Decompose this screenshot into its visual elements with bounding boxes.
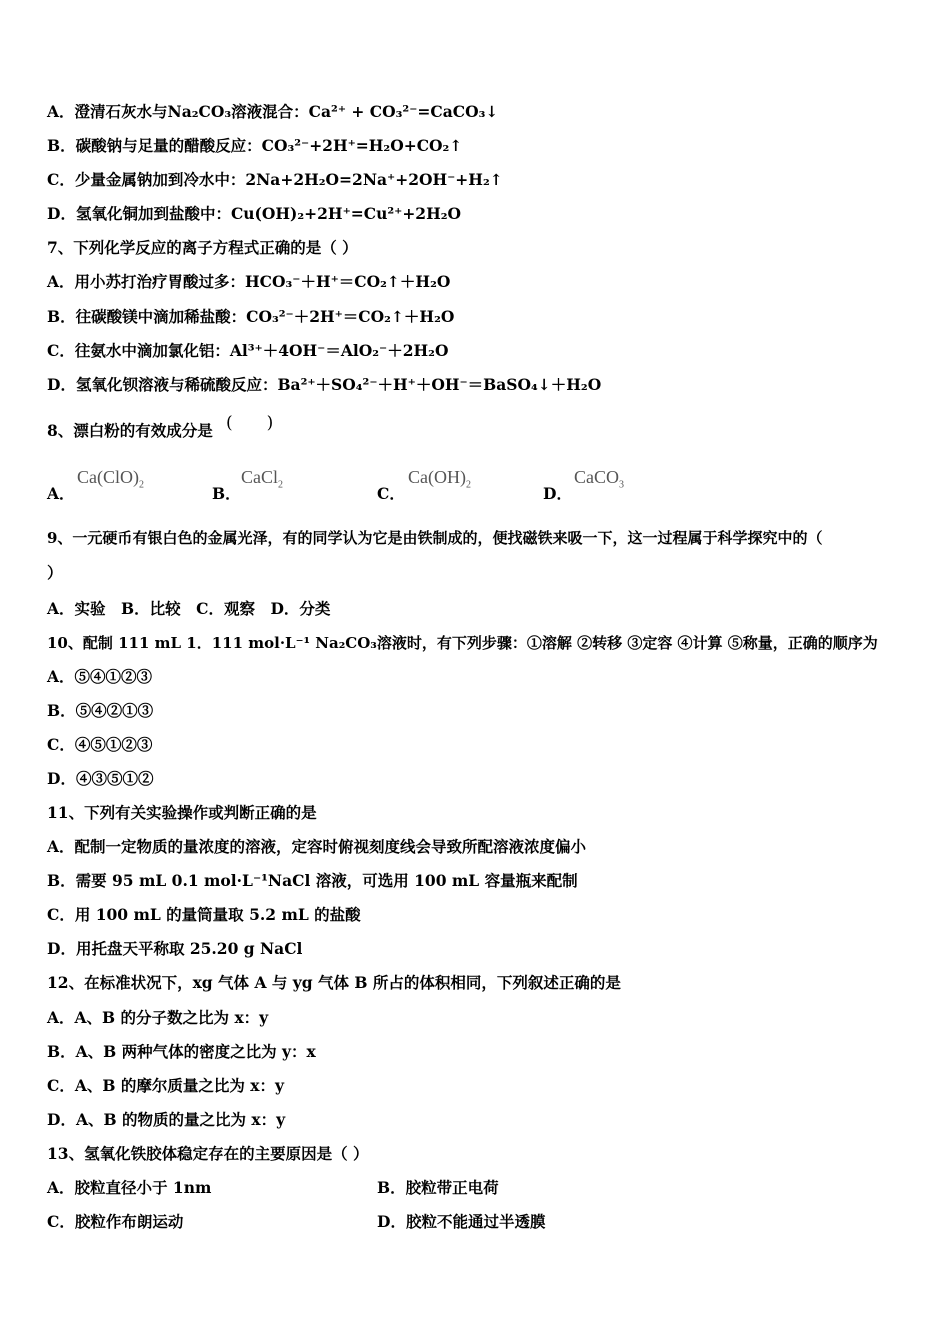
q13-option-d: D．胶粒不能通过半透膜	[377, 1212, 546, 1231]
q8-option-a-label: A．	[47, 484, 75, 503]
q9-stem-line2: ）	[47, 563, 63, 582]
q11-option-b: B．需要 95 mL 0.1 mol·L⁻¹NaCl 溶液，可选用 100 mL 容量瓶来配制	[47, 871, 578, 890]
q11-option-a: A．配制一定物质的量浓度的溶液，定容时俯视刻度线会导致所配溶液浓度偏小	[47, 837, 587, 856]
q10-option-b: B．⑤④②①③	[47, 701, 154, 720]
q8-stem: 8、漂白粉的有效成分是	[47, 421, 213, 440]
q10-option-d: D．④③⑤①②	[47, 769, 154, 788]
q6-option-c: C．少量金属钠加到冷水中：2Na+2H₂O=2Na⁺+2OH⁻+H₂↑	[47, 170, 503, 189]
q9-stem-line1: 9、一元硬币有银白色的金属光泽，有的同学认为它是由铁制成的，便找磁铁来吸一下，这一过程属于科学探究中的（	[47, 529, 823, 547]
q11-stem: 11、下列有关实验操作或判断正确的是	[47, 803, 317, 822]
q6-option-d: D．氢氧化铜加到盐酸中：Cu(OH)₂+2H⁺=Cu²⁺+2H₂O	[47, 204, 462, 223]
q13-option-a: A．胶粒直径小于 1nm	[47, 1178, 212, 1197]
q13-option-b: B．胶粒带正电荷	[377, 1178, 499, 1197]
q12-option-a: A．A、B 的分子数之比为 x：y	[47, 1008, 269, 1027]
q7-option-c: C．往氨水中滴加氯化铝：Al³⁺＋4OH⁻＝AlO₂⁻＋2H₂O	[47, 341, 449, 360]
q8-option-b-formula: CaCl$_2$	[241, 467, 284, 491]
q11-option-c: C．用 100 mL 的量筒量取 5.2 mL 的盐酸	[47, 905, 361, 924]
q8-option-b-label: B．	[212, 484, 241, 503]
q8-option-c-label: C．	[377, 484, 405, 503]
q11-option-d: D．用托盘天平称取 25.20 g NaCl	[47, 939, 303, 958]
q13-option-c: C．胶粒作布朗运动	[47, 1212, 184, 1231]
q12-option-c: C．A、B 的摩尔质量之比为 x：y	[47, 1076, 285, 1095]
q9-options: A．实验 B．比较 C．观察 D．分类	[47, 599, 331, 618]
q7-stem: 7、下列化学反应的离子方程式正确的是（ ）	[47, 238, 358, 257]
q8-answer-paren: ( )	[226, 413, 274, 433]
q6-option-a: A．澄清石灰水与Na₂CO₃溶液混合：Ca²⁺ + CO₃²⁻=CaCO₃↓	[47, 102, 499, 121]
q12-stem: 12、在标准状况下，xg 气体 A 与 yg 气体 B 所占的体积相同，下列叙述正确的是	[47, 973, 621, 992]
q7-option-b: B．往碳酸镁中滴加稀盐酸：CO₃²⁻＋2H⁺＝CO₂↑＋H₂O	[47, 307, 455, 326]
q7-option-a: A．用小苏打治疗胃酸过多：HCO₃⁻＋H⁺＝CO₂↑＋H₂O	[47, 272, 451, 291]
q8-option-c-formula: $Ca(OH)_2$	[408, 467, 471, 491]
q10-option-a: A．⑤④①②③	[47, 667, 153, 686]
q8-option-a-formula: $Ca(ClO)_2$	[77, 467, 144, 491]
q10-option-c: C．④⑤①②③	[47, 735, 153, 754]
q7-option-d: D．氢氧化钡溶液与稀硫酸反应：Ba²⁺＋SO₄²⁻＋H⁺＋OH⁻＝BaSO₄↓＋H₂O	[47, 375, 602, 394]
q10-stem: 10、配制 111 mL 1．111 mol·L⁻¹ Na₂CO₃溶液时，有下列步骤：①溶解 ②转移 ③定容 ④计算 ⑤称量，正确的顺序为	[47, 634, 878, 652]
q6-option-b: B．碳酸钠与足量的醋酸反应：CO₃²⁻+2H⁺=H₂O+CO₂↑	[47, 136, 463, 155]
q12-option-b: B．A、B 两种气体的密度之比为 y：x	[47, 1042, 316, 1061]
q13-stem: 13、氢氧化铁胶体稳定存在的主要原因是（ ）	[47, 1144, 369, 1163]
q8-option-d-label: D．	[543, 484, 572, 503]
q8-option-d-formula: CaCO$_3$	[574, 467, 624, 491]
q12-option-d: D．A、B 的物质的量之比为 x：y	[47, 1110, 286, 1129]
